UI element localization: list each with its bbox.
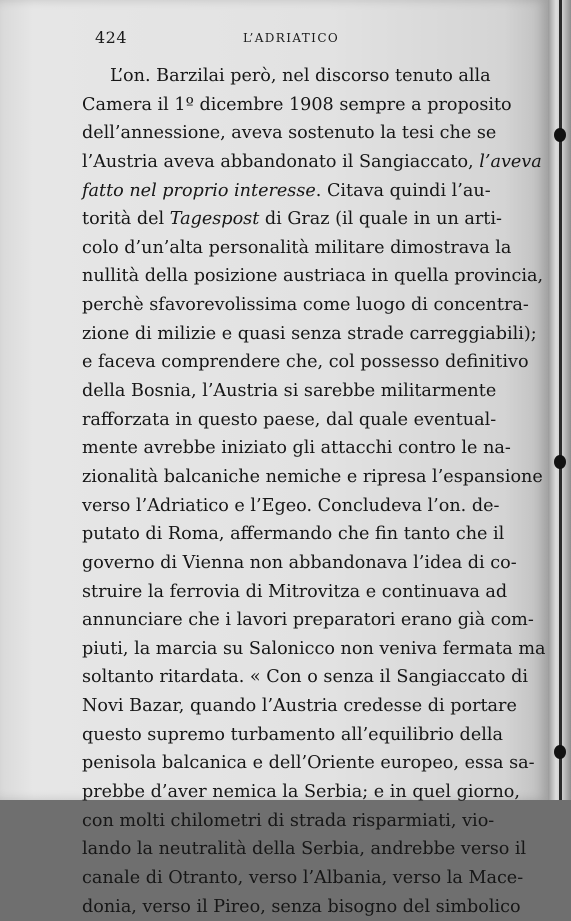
text-line: L’on. Barzilai però, nel discorso tenuto alla	[110, 66, 491, 86]
text-line: Camera il 1º dicembre 1908 sempre a proposito	[82, 94, 512, 115]
text-line: prebbe d’aver nemica la Serbia; e in quel giorno,	[82, 782, 520, 803]
text-line: con molti chilometri di strada risparmiati, vio-	[82, 810, 495, 831]
text-line: struire la ferrovia di Mitrovitza e continuava ad	[82, 581, 508, 602]
text-line: zionalità balcaniche nemiche e ripresa l’espansione	[82, 466, 543, 487]
text-line: putato di Roma, affermando che fin tanto che il	[82, 524, 505, 545]
text-line: lando la neutralità della Serbia, andrebbe verso il	[82, 839, 527, 860]
text-line: rafforzata in questo paese, dal quale eventual-	[82, 409, 497, 430]
text-line: verso l’Adriatico e l’Egeo. Concludeva l’on. de-	[82, 495, 500, 516]
italic-text: fatto nel proprio interesse	[82, 180, 316, 201]
body-text	[82, 62, 546, 921]
running-title: L’ADRIATICO	[243, 31, 340, 45]
binding-thread	[559, 0, 562, 800]
text-line: annunciare che i lavori preparatori erano già com-	[82, 610, 534, 631]
text-line: fatto nel proprio interesse. Citava quindi l’au-	[82, 180, 491, 201]
text-line: soltanto ritardata. « Con o senza il Sangiaccato di	[82, 667, 528, 688]
text-line: donia, verso il Pireo, senza bisogno del simbolico	[82, 896, 521, 917]
text-line: e faceva comprendere che, col possesso definitivo	[82, 352, 529, 373]
text-line: piuti, la marcia su Salonicco non veniva fermata ma	[82, 638, 546, 659]
text-line: mente avrebbe iniziato gli attacchi contro le na-	[82, 438, 511, 459]
binding-stitch	[554, 128, 566, 142]
binding-stitch	[554, 455, 566, 469]
italic-text: Tagespost	[169, 209, 260, 230]
text-line: canale di Otranto, verso l’Albania, verso la Mace-	[82, 867, 524, 888]
text-line: zione di milizie e quasi senza strade carreggiabili);	[82, 323, 537, 344]
text-line: dell’annessione, aveva sostenuto la tesi che se	[82, 123, 497, 144]
page-header	[95, 28, 485, 50]
text-line: perchè sfavorevolissima come luogo di concentra-	[82, 295, 529, 316]
text-line: colo d’un’alta personalità militare dimostrava la	[82, 237, 512, 258]
binding-stitch	[554, 745, 566, 759]
page-number: 424	[95, 28, 128, 47]
text-line: questo supremo turbamento all’equilibrio della	[82, 724, 503, 745]
text-line: governo di Vienna non abbandonava l’idea di co-	[82, 552, 517, 573]
text-line: l’Austria aveva abbandonato il Sangiaccato, l’aveva	[82, 151, 542, 172]
text-line: nullità della posizione austriaca in quella provincia,	[82, 266, 544, 287]
text-line: Novi Bazar, quando l’Austria credesse di portare	[82, 696, 517, 717]
text-line: torità del Tagespost di Graz (il quale in un arti-	[82, 209, 502, 230]
italic-text: l’aveva	[479, 151, 542, 172]
text-line: della Bosnia, l’Austria si sarebbe militarmente	[82, 381, 497, 402]
text-line: penisola balcanica e dell’Oriente europeo, essa sa-	[82, 753, 535, 774]
